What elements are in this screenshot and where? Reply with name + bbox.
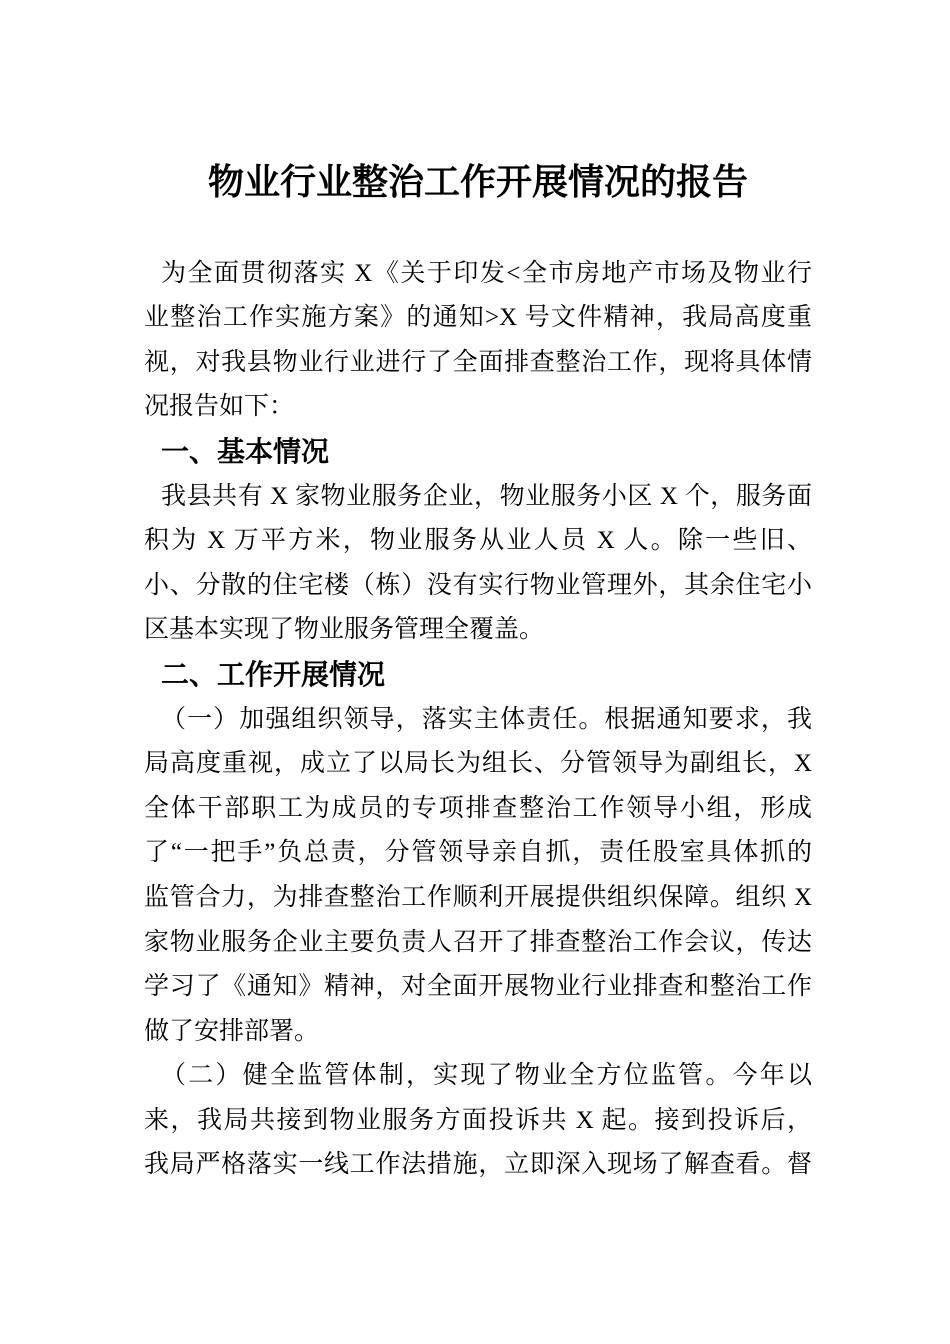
text-line: 一、基本情况 [161, 435, 330, 467]
text-line: （一）加强组织领导，落实主体责任。根据通知要求，我 [161, 705, 812, 733]
text-line: 学习了《通知》精神，对全面开展物业行业排查和整治工作 [144, 973, 812, 1001]
text-line: 了“一把手”负总责，分管领导亲自抓，责任股室具体抓的 [144, 839, 812, 867]
text-line: 我局严格落实一线工作法措施，立即深入现场了解查看。督 [144, 1151, 812, 1179]
document-title: 物业行业整治工作开展情况的报告 [207, 162, 748, 202]
text-line: 做了安排部署。 [144, 1017, 320, 1045]
text-line: 局高度重视，成立了以局长为组长、分管领导为副组长，X [144, 750, 812, 778]
text-line: 监管合力，为排查整治工作顺利开展提供组织保障。组织 X [144, 883, 812, 911]
text-line: 为全面贯彻落实 X《关于印发<全市房地产市场及物业行 [161, 259, 812, 287]
text-line: 视，对我县物业行业进行了全面排查整治工作，现将具体情 [144, 348, 812, 376]
text-line: 二、工作开展情况 [161, 658, 386, 690]
document-body [144, 252, 812, 1188]
text-line: 积为 X 万平方米，物业服务从业人员 X 人。除一些旧、 [144, 527, 812, 555]
text-line: 全体干部职工为成员的专项排查整治工作领导小组，形成 [144, 794, 812, 822]
text-line: 小、分散的住宅楼（栋）没有实行物业管理外，其余住宅小 [144, 571, 812, 599]
text-line: 业整治工作实施方案》的通知>X 号文件精神，我局高度重 [144, 304, 812, 332]
text-line: 来，我局共接到物业服务方面投诉共 X 起。接到投诉后， [144, 1106, 812, 1134]
text-line: 我县共有 X 家物业服务企业，物业服务小区 X 个，服务面 [161, 482, 812, 510]
text-line: （二）健全监管体制，实现了物业全方位监管。今年以 [161, 1062, 812, 1090]
text-line: 家物业服务企业主要负责人召开了排查整治工作会议，传达 [144, 928, 812, 956]
text-line: 区基本实现了物业服务管理全覆盖。 [144, 616, 545, 644]
text-line: 况报告如下： [144, 393, 295, 421]
